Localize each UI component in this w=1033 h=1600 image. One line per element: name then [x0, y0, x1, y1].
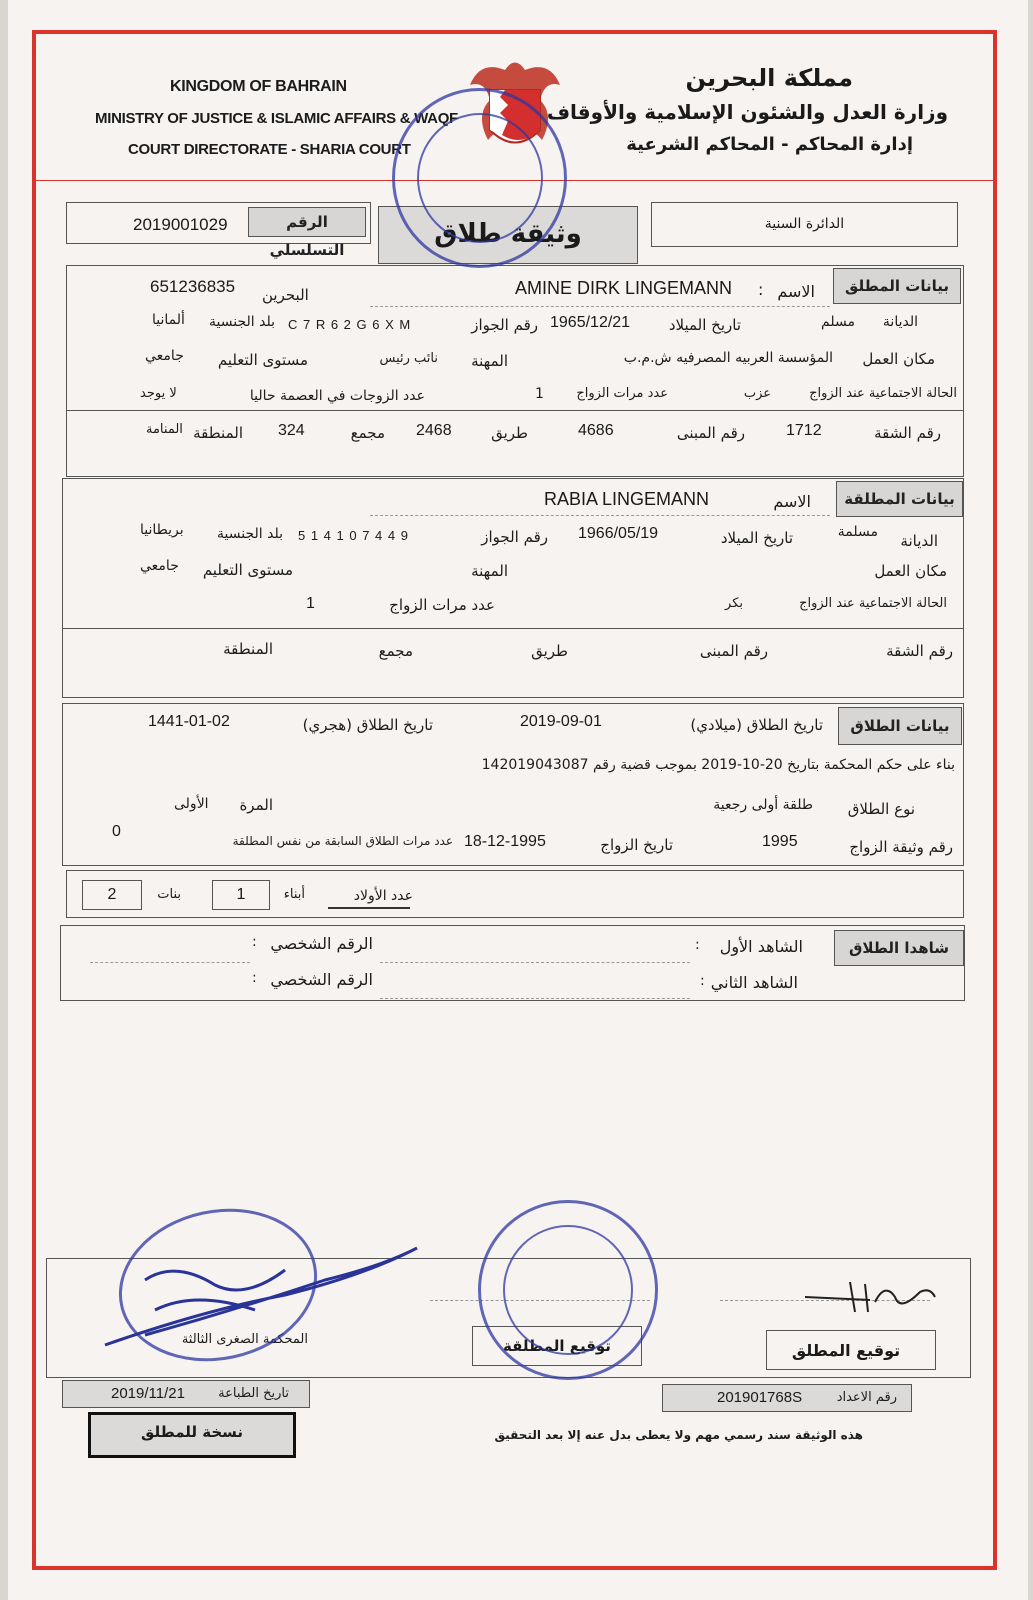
- wife-building-label: رقم المبنى: [699, 642, 768, 660]
- husband-dob-label: تاريخ الميلاد: [668, 316, 741, 334]
- judge-signature-icon: [85, 1240, 425, 1350]
- wife-job-label: المهنة: [471, 562, 508, 580]
- serial-value: 2019001029: [133, 215, 228, 234]
- wife-dob-value: 1966/05/19: [578, 525, 659, 542]
- children-label: عدد الأولاد: [353, 888, 413, 904]
- header-ar-line1: مملكة البحرين: [685, 64, 853, 92]
- divorce-prev-value: 0: [112, 823, 121, 840]
- copy-label: نسخة للمطلق: [140, 1423, 244, 1441]
- divorce-type-value: طلقة أولى رجعية: [713, 797, 813, 813]
- daughters-value: 2: [107, 886, 117, 903]
- witness1-label: الشاهد الأول: [719, 937, 803, 956]
- prep-number-label: رقم الاعداد: [836, 1390, 897, 1405]
- sons-box: [212, 880, 270, 910]
- divorce-type-label: نوع الطلاق: [847, 800, 915, 818]
- divorce-marriage-date-label: تاريخ الزواج: [600, 836, 673, 854]
- header-en-line1: KINGDOM OF BAHRAIN: [170, 78, 347, 95]
- wife-section: [62, 478, 964, 698]
- daughters-label: بنات: [157, 887, 181, 902]
- husband-edu-value: جامعي: [145, 348, 184, 364]
- husband-dob-value: 1965/12/21: [550, 314, 631, 331]
- wife-marriages-label: عدد مرات الزواج: [389, 596, 495, 614]
- husband-signature-mark-icon: [800, 1272, 940, 1322]
- husband-block-value: 324: [278, 422, 305, 439]
- divorce-contract-label: رقم وثيقة الزواج: [849, 838, 953, 856]
- copy-box: [88, 1412, 296, 1458]
- husband-area-value: المنامة: [146, 422, 183, 437]
- husband-cpr-value: 651236835: [150, 277, 236, 296]
- doc-title: وثيقة طلاق: [434, 219, 582, 249]
- divorce-greg-label: تاريخ الطلاق (ميلادي): [690, 716, 823, 734]
- sons-value: 1: [236, 886, 246, 903]
- prep-number-box: [662, 1384, 912, 1412]
- divorce-marriage-date-value: 18-12-1995: [464, 833, 546, 850]
- wife-religion-value: مسلمة: [837, 524, 878, 540]
- husband-work-label: مكان العمل: [862, 350, 935, 368]
- wife-block-label: مجمع: [378, 642, 413, 660]
- husband-block-label: مجمع: [350, 424, 385, 442]
- divorce-ruling-text: بناء على حكم المحكمة بتاريخ 20-10-2019 بموجب قضية رقم 142019043087: [481, 757, 955, 773]
- husband-road-value: 2468: [416, 422, 452, 439]
- witness2-label: الشاهد الثاني: [710, 973, 798, 992]
- wife-marital-value: بكر: [725, 596, 743, 611]
- wife-passport-label: رقم الجواز: [481, 528, 548, 546]
- wife-work-label: مكان العمل: [874, 562, 947, 580]
- wife-section-label: بيانات المطلقة: [836, 481, 963, 517]
- divorce-section-label: بيانات الطلاق: [838, 707, 962, 745]
- divorce-greg-value: 2019-09-01: [520, 713, 602, 730]
- wife-nationality-value: بريطانيا: [140, 522, 184, 538]
- husband-edu-label: مستوى التعليم: [217, 351, 308, 369]
- wife-edu-label: مستوى التعليم: [202, 561, 293, 579]
- children-section: [66, 870, 964, 918]
- wife-marital-label: الحالة الاجتماعية عند الزواج: [799, 596, 947, 611]
- husband-marital-value: عزب: [743, 386, 771, 401]
- husband-flat-value: 1712: [786, 422, 822, 439]
- serial-label: الرقم التسلسلي: [248, 207, 366, 237]
- wife-road-label: طريق: [531, 642, 568, 660]
- husband-flat-label: رقم الشقة: [874, 424, 941, 442]
- divorce-prev-label: عدد مرات الطلاق السابقة من نفس المطلقة: [232, 834, 453, 848]
- wife-religion-label: الديانة: [900, 532, 938, 550]
- husband-nationality-value: ألمانيا: [152, 312, 185, 328]
- husband-religion-label: الديانة: [882, 314, 918, 330]
- husband-marital-label: الحالة الاجتماعية عند الزواج: [809, 386, 957, 401]
- divorce-contract-value: 1995: [762, 833, 798, 850]
- husband-wives-value: لا يوجد: [140, 386, 177, 401]
- header-en-line3: COURT DIRECTORATE - SHARIA COURT: [128, 141, 411, 158]
- court-label: المحكمة الصغرى الثالثة: [181, 1332, 308, 1347]
- witness2-id-label: الرقم الشخصي: [270, 970, 373, 989]
- husband-name-label: الاسم: [777, 282, 815, 301]
- husband-name-value: AMINE DIRK LINGEMANN: [515, 278, 733, 298]
- divorce-hijri-value: 1441-01-02: [148, 713, 230, 730]
- husband-nationality-label: بلد الجنسية: [209, 314, 275, 330]
- sons-label: أبناء: [283, 887, 305, 902]
- husband-building-value: 4686: [578, 422, 614, 439]
- wife-area-label: المنطقة: [223, 640, 273, 658]
- husband-passport-value: C 7 R 6 2 G 6 X M: [288, 317, 412, 332]
- husband-signature-label: توقيع المطلق: [791, 1341, 901, 1360]
- circuit-box: [651, 202, 958, 247]
- wife-nationality-label: بلد الجنسية: [217, 526, 283, 542]
- husband-wives-label: عدد الزوجات في العصمة حاليا: [249, 388, 425, 404]
- ministry-seal-top-icon: [392, 88, 567, 268]
- print-date-label: تاريخ الطباعة: [218, 1386, 289, 1401]
- wife-edu-value: جامعي: [140, 558, 179, 574]
- husband-marriages-value: 1: [535, 386, 544, 402]
- print-date-value: 2019/11/21: [111, 1385, 185, 1402]
- serial-box: [66, 202, 371, 259]
- husband-religion-value: مسلم: [821, 314, 855, 330]
- husband-job-value: نائب رئيس: [379, 351, 438, 366]
- header-ar-line2: وزارة العدل والشئون الإسلامية والأوقاف: [546, 100, 948, 124]
- husband-work-value: المؤسسة العربيه المصرفيه ش.م.ب: [623, 350, 833, 366]
- husband-job-label: المهنة: [471, 352, 508, 370]
- wife-name-value: RABIA LINGEMANN: [544, 489, 710, 509]
- prep-number-value: 201901768S: [717, 1389, 803, 1406]
- daughters-box: [82, 880, 142, 910]
- witness1-id-label: الرقم الشخصي: [270, 934, 373, 953]
- header-en-line2: MINISTRY OF JUSTICE & ISLAMIC AFFAIRS & WAQF: [95, 110, 458, 127]
- wife-signature-label: توقيع المطلقة: [503, 1337, 611, 1355]
- husband-passport-label: رقم الجواز: [471, 316, 538, 334]
- husband-road-label: طريق: [491, 424, 528, 442]
- ministry-seal-bottom-icon: [478, 1200, 658, 1380]
- husband-section-label: بيانات المطلق: [833, 268, 961, 304]
- divorce-hijri-label: تاريخ الطلاق (هجري): [302, 716, 433, 734]
- husband-building-label: رقم المبنى: [676, 424, 745, 442]
- header-ar-line3: إدارة المحاكم - المحاكم الشرعية: [626, 134, 913, 155]
- husband-area-label: المنطقة: [193, 424, 243, 442]
- divorce-count-label: المرة: [239, 796, 273, 814]
- divorce-count-value: الأولى: [174, 796, 209, 812]
- witnesses-section-label: شاهدا الطلاق: [834, 930, 964, 966]
- witnesses-section: [60, 925, 965, 1001]
- wife-name-label: الاسم: [773, 492, 811, 511]
- wife-dob-label: تاريخ الميلاد: [720, 529, 793, 547]
- print-date-box: [62, 1380, 310, 1408]
- husband-cpr-country: البحرين: [262, 286, 309, 304]
- husband-signature-box: [766, 1330, 936, 1370]
- wife-flat-label: رقم الشقة: [886, 642, 953, 660]
- circuit-label: الدائرة السنية: [764, 216, 845, 232]
- husband-marriages-label: عدد مرات الزواج: [576, 386, 668, 401]
- wife-passport-value: 5 1 4 1 0 7 4 4 9: [298, 528, 409, 543]
- wife-marriages-value: 1: [306, 595, 315, 612]
- footer-notice: هذه الوثيقة سند رسمي مهم ولا يعطى بدل عنه إلا بعد التحقيق: [494, 1428, 863, 1442]
